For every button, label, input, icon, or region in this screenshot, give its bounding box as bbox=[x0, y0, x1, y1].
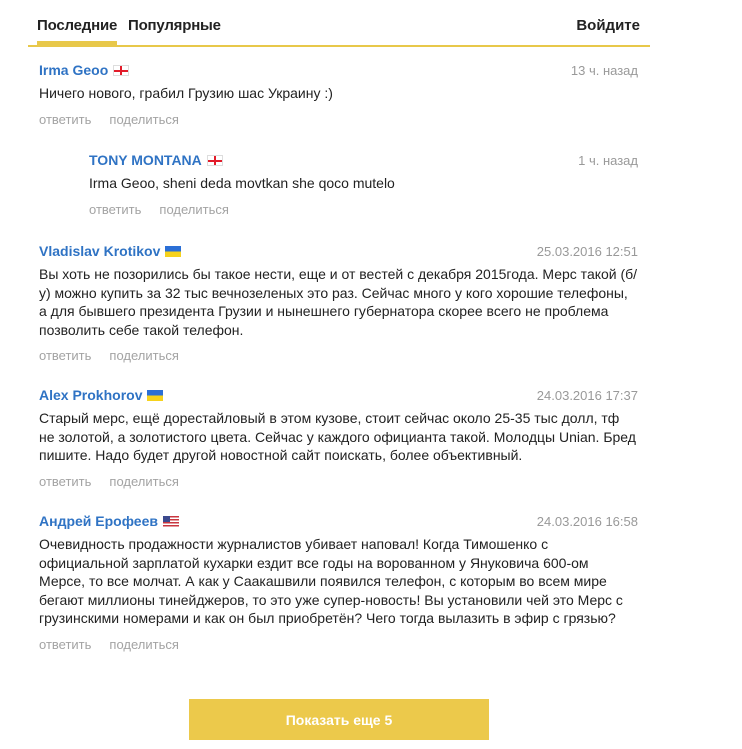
comment-actions bbox=[39, 637, 638, 652]
reply-link[interactable]: ответить bbox=[39, 111, 92, 127]
georgia-flag-icon bbox=[207, 155, 223, 166]
comment-text: Старый мерс, ещё дорестайловый в этом кузове, стоит сейчас около 25-35 тыс долл, тф не золотой, а золотистого цвета. Сейчас у каждого официанта такой. Молодцы Unian. Бред пишите. Надо будет другой новостной сайт поискать, более объективный. bbox=[39, 410, 636, 464]
comment-time: 1 ч. назад bbox=[578, 153, 638, 168]
reply-link[interactable]: ответить bbox=[89, 201, 142, 217]
comment-actions bbox=[39, 112, 638, 127]
share-link[interactable]: поделиться bbox=[109, 473, 179, 489]
comment-text: Вы хоть не позорились бы такое нести, еще и от вестей с декабря 2015года. Мерс такой (б/у) можно купить за 32 тыс вечнозеленых это раз. Сейчас много у кого хорошие телефоны, а для бывшего президента Грузии и нынешнего губернатора скорее всего не проблема позволить себе такой телефон. bbox=[39, 266, 638, 338]
ukraine-flag-icon bbox=[147, 390, 163, 401]
comment-time: 24.03.2016 17:37 bbox=[536, 388, 638, 403]
usa-flag-icon bbox=[163, 516, 179, 527]
comment-author[interactable]: Андрей Ерофеев bbox=[39, 513, 158, 529]
comment-time: 13 ч. назад bbox=[570, 63, 638, 78]
comment-author[interactable]: Vladislav Krotikov bbox=[39, 243, 161, 259]
share-link[interactable]: поделиться bbox=[109, 111, 179, 127]
georgia-flag-icon bbox=[113, 65, 129, 76]
comment-author[interactable]: Alex Prokhorov bbox=[39, 387, 143, 403]
comment-header bbox=[89, 152, 638, 172]
show-more-button[interactable]: Показать еще 5 bbox=[189, 699, 489, 740]
comment bbox=[39, 62, 638, 127]
comments-widget bbox=[28, 0, 650, 652]
login-link[interactable]: Войдите bbox=[576, 17, 640, 34]
reply-link[interactable]: ответить bbox=[39, 473, 92, 489]
reply-link[interactable]: ответить bbox=[39, 348, 92, 364]
reply-link[interactable]: ответить bbox=[39, 636, 92, 652]
comment-header bbox=[39, 513, 638, 533]
share-link[interactable]: поделиться bbox=[159, 201, 229, 217]
comment-time: 24.03.2016 16:58 bbox=[536, 514, 638, 529]
comment-header bbox=[39, 243, 638, 263]
comment-author[interactable]: Irma Geoo bbox=[39, 62, 109, 78]
comment-time: 25.03.2016 12:51 bbox=[536, 244, 638, 259]
comments-tabs bbox=[28, 0, 650, 47]
comment-text: Очевидность продажности журналистов убивает наповал! Когда Тимошенко с официальной зарплатой кухарки ездит все годы на ворованном у Януковича 600-ом Мерсе, то все молчат. А как у Саакашвили появился телефон, с которым во всем мире бегают миллионы тинейджеров, то это уже супер-новость! Вы установили чей это Мерс с грузинскими номерами и как он был приобретён? Чего тогда вылазить в эфир с грязью? bbox=[39, 536, 623, 627]
comment-header bbox=[39, 387, 638, 407]
comment bbox=[39, 387, 638, 489]
comment-actions bbox=[39, 474, 638, 489]
share-link[interactable]: поделиться bbox=[109, 636, 179, 652]
comment bbox=[39, 513, 638, 652]
comment-actions bbox=[39, 348, 638, 363]
comment-text: Irma Geoo, sheni deda movtkan she qoco mutelo bbox=[89, 175, 395, 191]
comment-header bbox=[39, 62, 638, 82]
comment-reply bbox=[89, 152, 638, 217]
comment-text: Ничего нового, грабил Грузию шас Украину :) bbox=[39, 85, 333, 101]
comment-author[interactable]: TONY MONTANA bbox=[89, 152, 202, 168]
comment bbox=[39, 243, 638, 363]
share-link[interactable]: поделиться bbox=[109, 348, 179, 364]
tab-latest[interactable]: Последние bbox=[37, 17, 118, 34]
ukraine-flag-icon bbox=[165, 246, 181, 257]
comment-actions bbox=[89, 202, 638, 217]
tab-popular[interactable]: Популярные bbox=[128, 17, 221, 34]
